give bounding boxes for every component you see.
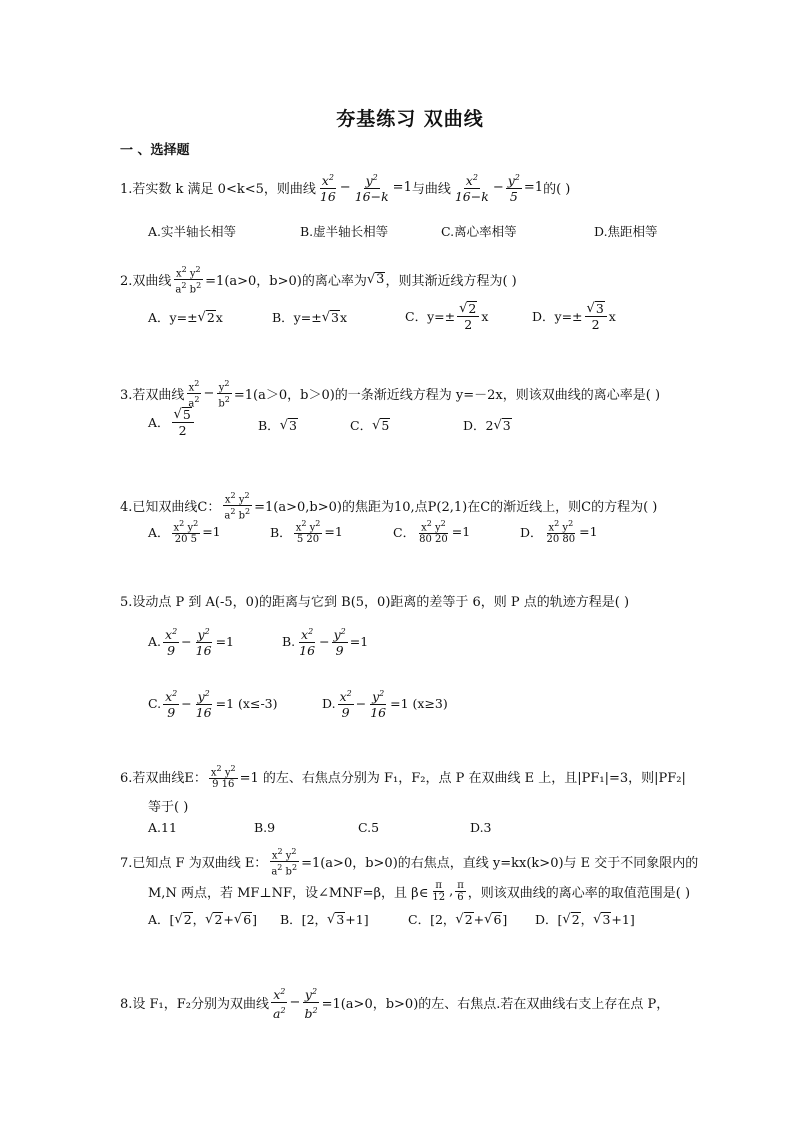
question-1: 1.若实数 k 满足 0<k<5，则曲线 $\frac{x^2}{16}$ − $\frac{y^2}{16-k}$ =1 与曲线 $\frac{x^2}{16-k}$ − $\frac{y^2}{5}$ =1 的( ) bbox=[120, 170, 570, 204]
q4-option-c[interactable]: C． $\frac{x^2 y^2}{80 20}$ =1 bbox=[393, 519, 471, 546]
q3-option-b[interactable]: B． √ 3 bbox=[258, 417, 297, 433]
question-7: 7.已知点 F 为双曲线 E： $\frac{x^2 y^2}{a^2 b^2}$ =1(a>0，b>0)的右焦点，直线 y=kx(k>0)与 E 交于不同象限内的 bbox=[120, 847, 699, 878]
q6-option-d[interactable]: D.3 bbox=[470, 820, 492, 835]
page-title: 夯基练习 双曲线 bbox=[336, 108, 484, 130]
q2-option-b[interactable]: B．y=± √ 3 x bbox=[272, 309, 348, 325]
question-2: 2.双曲线 $\frac{x^2 y^2}{a^2 b^2}$ =1(a>0，b>0)的离心率为 √ 3 ，则其渐近线方程为( ) bbox=[120, 265, 517, 296]
q4-option-b[interactable]: B． $\frac{x^2 y^2}{5 20}$ =1 bbox=[270, 519, 343, 546]
q6-option-c[interactable]: C.5 bbox=[358, 820, 380, 835]
question-7-line-2: M,N 两点，若 MF⊥NF，设∠MNF=β，且 β∈ $\frac{\pi}{12}$ , $\frac{\pi}{6}$ ，则该双曲线的离心率的取值范围是( ) bbox=[148, 880, 691, 903]
q1-option-c[interactable]: C.离心率相等 bbox=[441, 224, 517, 239]
q2-option-d[interactable]: D．y=± √ 3 2 x bbox=[532, 301, 616, 332]
q1-option-d[interactable]: D.焦距相等 bbox=[594, 224, 658, 239]
q5-option-a[interactable]: A. $\frac{x^2}{9}$ − $\frac{y^2}{16}$ =1 bbox=[148, 624, 234, 658]
question-6-line-2: 等于( ) bbox=[148, 800, 189, 815]
q2-option-a[interactable]: A．y=± √ 2 x bbox=[148, 309, 223, 325]
q7-option-b[interactable]: B．[2， √ 3 +1] bbox=[280, 911, 369, 927]
q1-option-a[interactable]: A.实半轴长相等 bbox=[148, 224, 237, 239]
question-3: 3.若双曲线 $\frac{x^2}{a^2}$ − $\frac{y^2}{b^2}$ =1(a＞0，b＞0)的一条渐近线方程为 y=－2x，则该双曲线的离心率是( ) bbox=[120, 379, 661, 410]
q5-option-b[interactable]: B. $\frac{x^2}{16}$ − $\frac{y^2}{9}$ =1 bbox=[282, 624, 368, 658]
q3-option-d[interactable]: D．2 √ 3 bbox=[463, 417, 511, 433]
q4-option-d[interactable]: D． $\frac{x^2 y^2}{20 80}$ =1 bbox=[520, 519, 598, 546]
q6-option-a[interactable]: A.11 bbox=[148, 820, 177, 835]
q7-option-a[interactable]: A．[ √ 2 ， √ 2 + √ 6 ] bbox=[148, 911, 258, 927]
q7-option-d[interactable]: D．[ √ 2 ， √ 3 +1] bbox=[535, 911, 635, 927]
section-heading: 一 、选择题 bbox=[120, 143, 190, 158]
q3-option-a[interactable]: A． √ 5 2 bbox=[148, 406, 196, 438]
q7-option-c[interactable]: C．[2， √ 2 + √ 6 ] bbox=[408, 911, 508, 927]
question-5: 5.设动点 P 到 A(-5，0)的距离与它到 B(5，0)距离的差等于 6，则 P 点的轨迹方程是( ) bbox=[120, 595, 630, 610]
question-6: 6.若双曲线E： $\frac{x^2 y^2}{9 16}$ =1 的左、右焦点分别为 F₁，F₂，点 P 在双曲线 E 上，且|PF₁|=3，则|PF₂| bbox=[120, 764, 686, 791]
q5-option-c[interactable]: C. $\frac{x^2}{9}$ − $\frac{y^2}{16}$ =1 (x≤-3) bbox=[148, 686, 278, 720]
q1-option-b[interactable]: B.虚半轴长相等 bbox=[300, 224, 389, 239]
q6-option-b[interactable]: B.9 bbox=[254, 820, 276, 835]
q5-option-d[interactable]: D. $\frac{x^2}{9}$ − $\frac{y^2}{16}$ =1 (x≥3) bbox=[322, 686, 448, 720]
q2-option-c[interactable]: C．y=± √ 2 2 x bbox=[405, 301, 489, 332]
q4-option-a[interactable]: A． $\frac{x^2 y^2}{20 5}$ =1 bbox=[148, 519, 221, 546]
q3-option-c[interactable]: C． √ 5 bbox=[350, 417, 390, 433]
question-8: 8.设 F₁，F₂分别为双曲线 $\frac{x^2}{a^2}$ − $\frac{y^2}{b^2}$ =1(a>0，b>0)的左、右焦点.若在双曲线右支上存在点 P， bbox=[120, 984, 669, 1021]
question-4: 4.已知双曲线C： $\frac{x^2 y^2}{a^2 b^2}$ =1(a>0,b>0)的焦距为10,点P(2,1)在C的渐近线上，则C的方程为( ) bbox=[120, 491, 658, 522]
